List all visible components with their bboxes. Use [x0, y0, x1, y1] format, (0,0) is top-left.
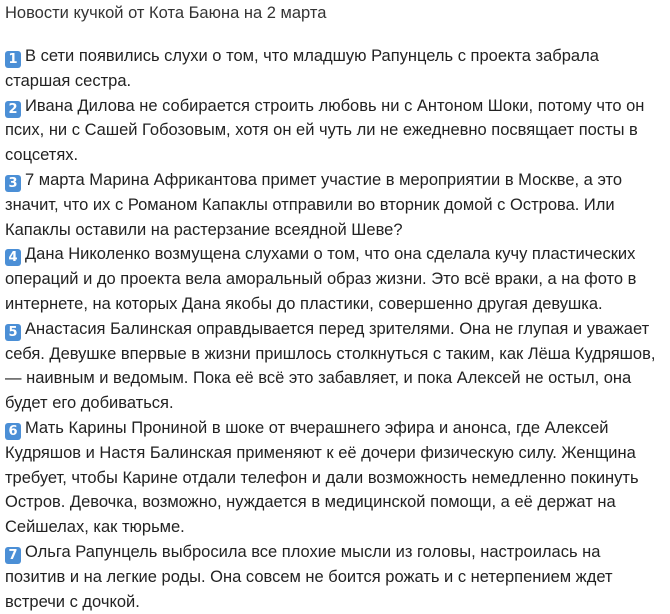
- news-text: В сети появились слухи о том, что младшую Рапунцель с проекта забрала старшая сестра.: [5, 47, 599, 90]
- news-item-2: [5, 94, 660, 168]
- news-text: 7 марта Марина Африкантова примет участие в мероприятии в Москве, а это значит, что их с Романом Капаклы отправили во вторник домой с Острова. Или Капаклы оставили на растерзание всеядной Шеве?: [5, 170, 623, 239]
- number-six-badge-icon: 6: [5, 423, 21, 440]
- number-seven-badge-icon: 7: [5, 547, 21, 564]
- page-title: Новости кучкой от Кота Баюна на 2 марта: [5, 4, 327, 22]
- news-item-3: [5, 168, 660, 242]
- news-list: [5, 44, 660, 614]
- number-four-badge-icon: 4: [5, 249, 21, 266]
- news-text: Дана Николенко возмущена слухами о том, что она сделала кучу пластических операций и до проекта вела аморальный образ жизни. Это всё враки, а на фото в интернете, на которых Дана якобы до пластики, совершенно другая девушка.: [5, 245, 637, 313]
- news-text: Мать Карины Прониной в шоке от вчерашнего эфира и анонса, где Алексей Кудряшов и Настя Балинская применяют к её дочери физическую силу. Женщина требует, чтобы Карине отдали телефон и дали возможность немедленно покинуть Остров. Девочка, возможно, нуждается в медицинской помощи, а её держат на Сейшелах, как тюрьме.: [5, 418, 639, 537]
- number-three-badge-icon: 3: [5, 175, 21, 192]
- number-one-badge-icon: 1: [5, 51, 21, 68]
- news-text: Ивана Дилова не собирается строить любовь ни с Антоном Шоки, потому что он псих, ни с Сашей Гобозовым, хотя он ей чуть ли не ежедневно посвящает посты в соцсетях.: [5, 96, 645, 165]
- number-two-badge-icon: 2: [5, 101, 21, 118]
- news-item-4: [5, 242, 660, 316]
- news-item-5: [5, 317, 660, 416]
- news-text: Анастасия Балинская оправдывается перед зрителями. Она не глупая и уважает себя. Девушке впервые в жизни пришлось столкнуться с таким, как Лёша Кудряшов, — наивным и ведомым. Пока её всё это забавляет, и пока Алексей не остыл, она будет его добиваться.: [5, 319, 656, 413]
- news-item-6: [5, 416, 660, 540]
- news-item-1: [5, 44, 660, 94]
- news-item-7: [5, 540, 660, 614]
- number-five-badge-icon: 5: [5, 324, 21, 341]
- news-text: Ольга Рапунцель выбросила все плохие мысли из головы, настроилась на позитив и на легкие роды. Она совсем не боится рожать и с нетерпением ждет встречи с дочкой.: [5, 542, 613, 611]
